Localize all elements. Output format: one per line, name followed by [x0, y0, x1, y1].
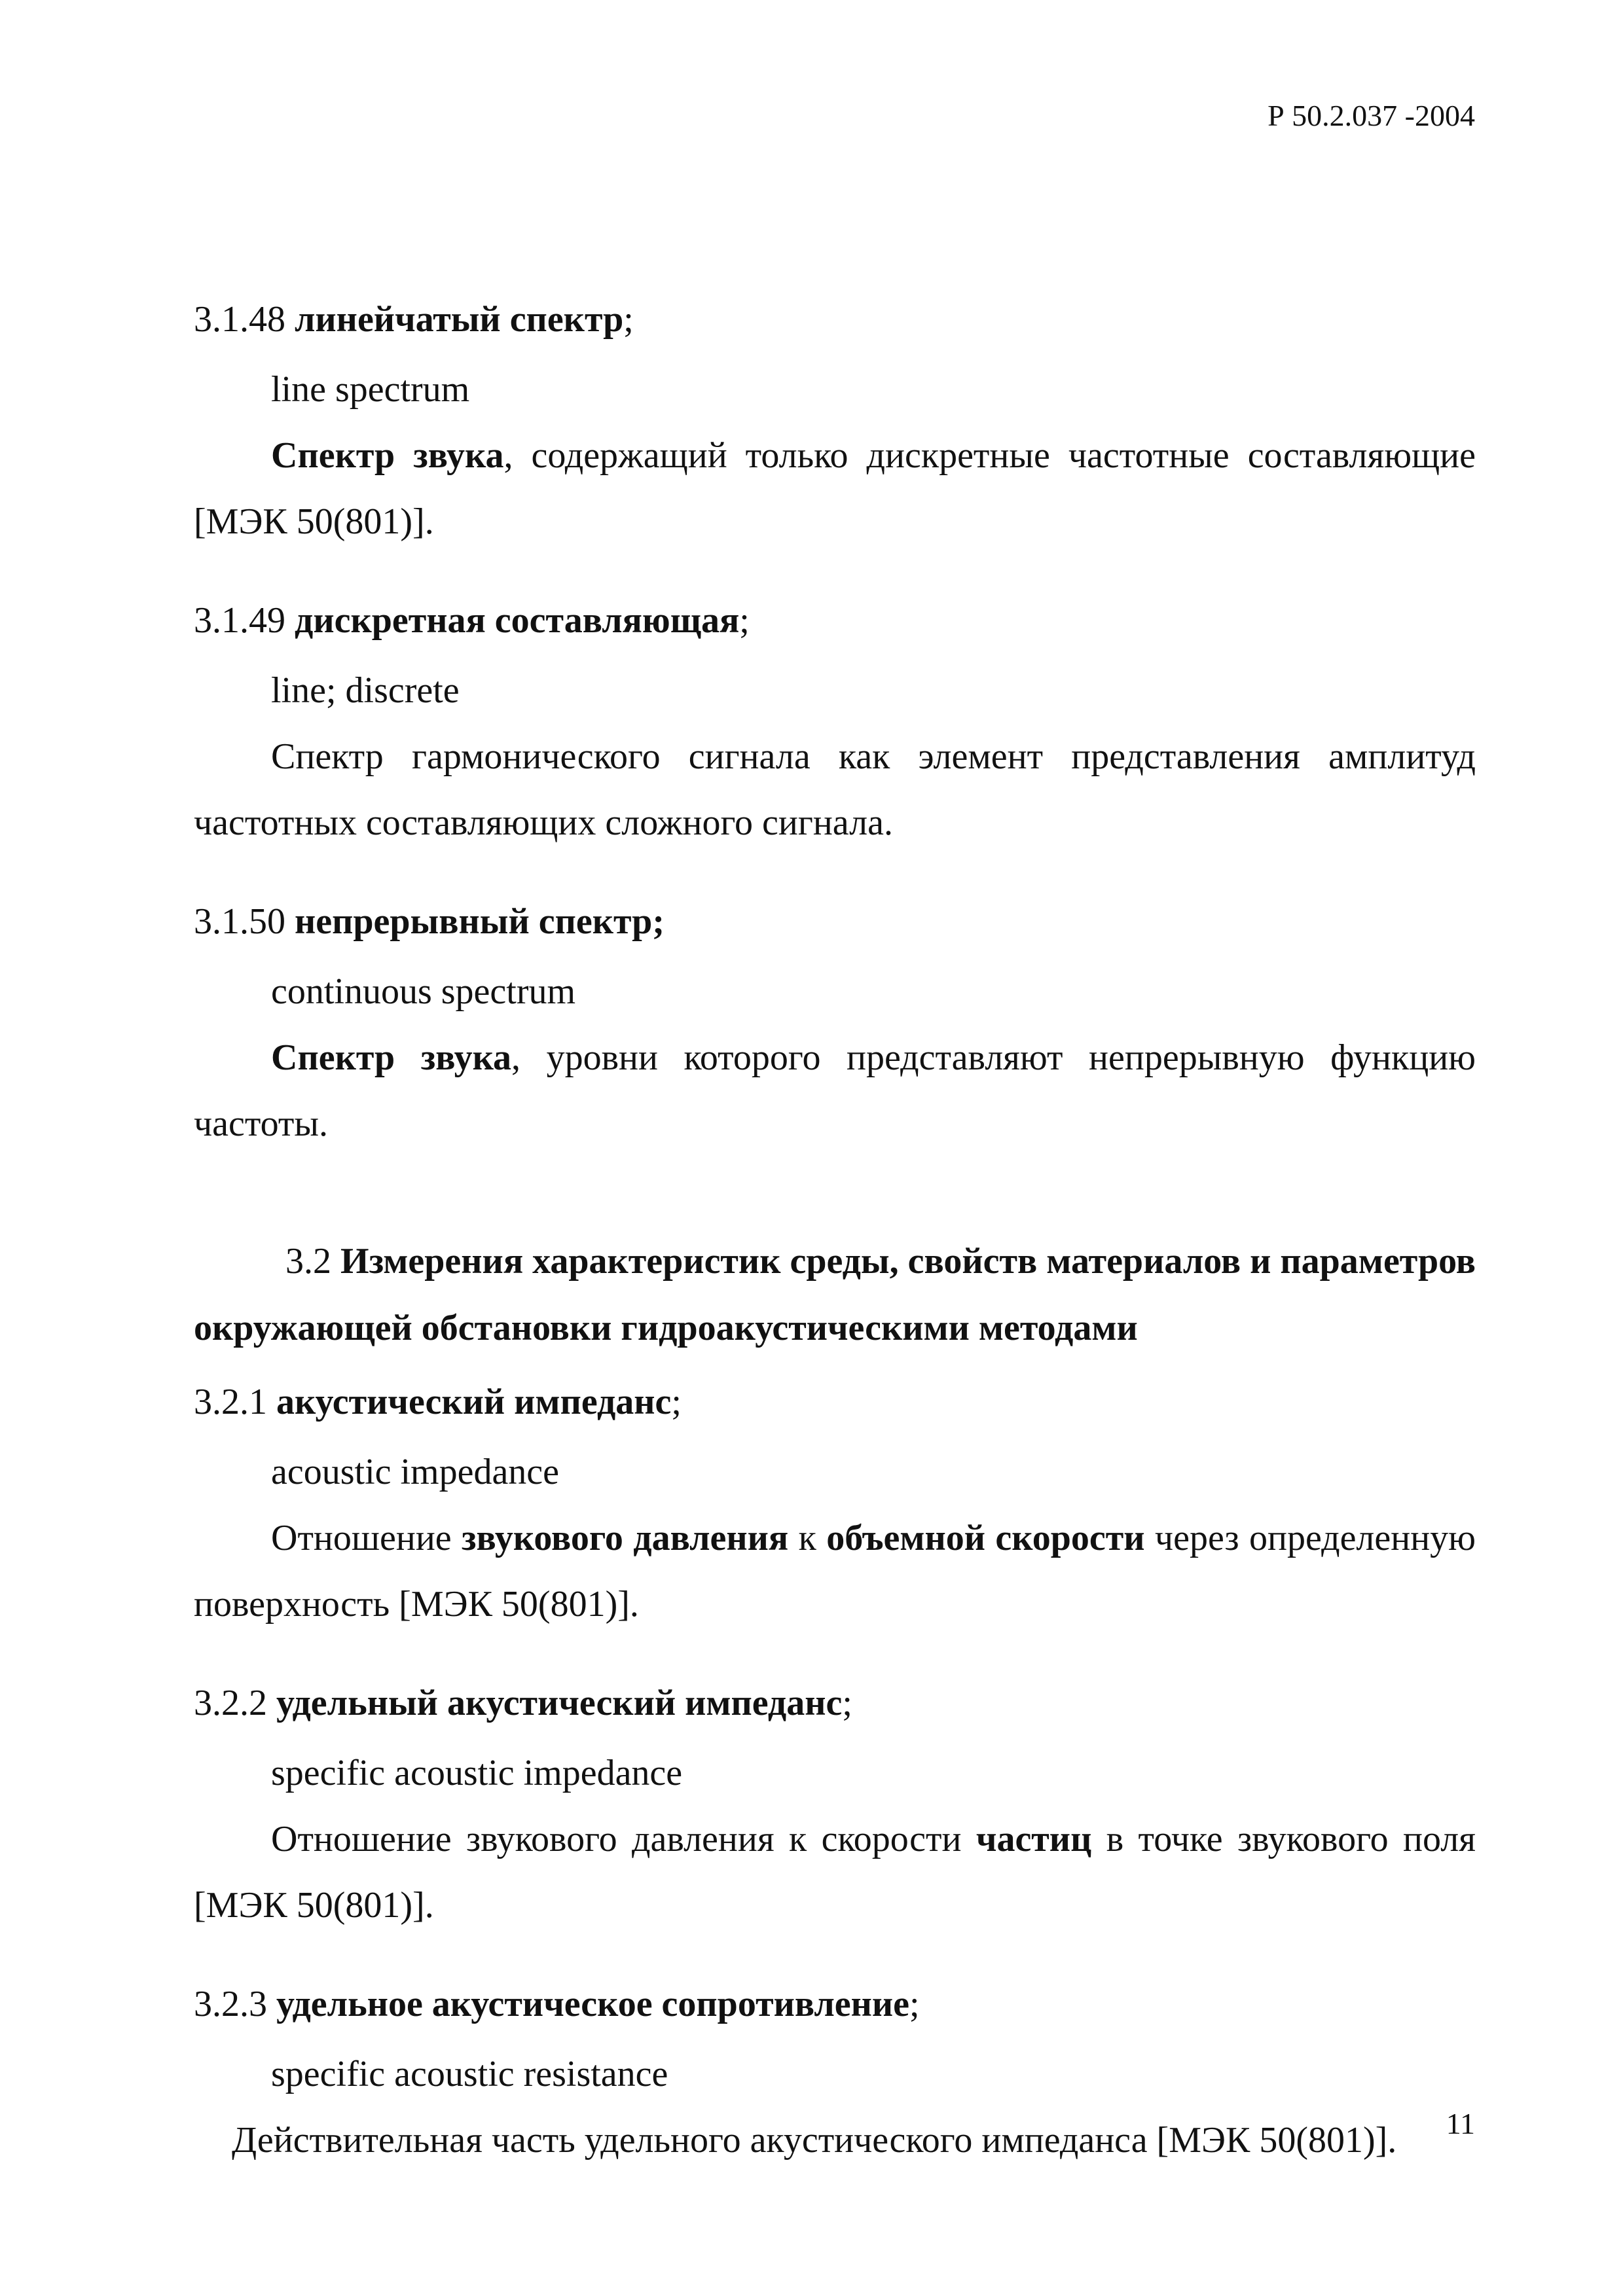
- definition-text: к: [788, 1518, 827, 1558]
- term-number: 3.2.3: [194, 1984, 267, 2024]
- term-number: 3.1.49: [194, 600, 285, 641]
- term-heading: [194, 885, 1476, 958]
- page-content: [194, 283, 1476, 2202]
- term-definition: [194, 423, 1476, 555]
- term-entry: [194, 885, 1476, 1157]
- definition-link-term: Спектр звука: [271, 435, 504, 476]
- term-heading: 3.1.49 дискретная составляющая;: [194, 600, 750, 641]
- term-entry: [194, 1666, 1476, 1939]
- term-definition: [194, 1025, 1476, 1157]
- term-english: specific acoustic resistance: [271, 2054, 668, 2094]
- term-number: 3.1.48: [194, 299, 285, 340]
- term-definition: [194, 1806, 1476, 1939]
- term-title: удельное акустическое сопротивление: [276, 1984, 910, 2024]
- term-english: line; discrete: [271, 670, 460, 711]
- term-entry: [194, 1967, 1476, 2174]
- term-definition: Действительная часть удельного акустического импеданса [МЭК 50(801)].: [232, 2120, 1397, 2161]
- section-heading: [194, 1228, 1476, 1361]
- definition-link-term: объемной скорости: [826, 1518, 1145, 1558]
- term-entry: [194, 584, 1476, 856]
- document-code: Р 50.2.037 -2004: [1267, 99, 1475, 132]
- term-number: 3.2.2: [194, 1683, 267, 1723]
- definition-text: , уровни которого представляют непрерывную функцию частоты.: [194, 1037, 1476, 1144]
- definition-text: , содержащий только дискретные частотные составляющие [МЭК 50(801)].: [194, 435, 1476, 542]
- term-title: акустический импеданс: [276, 1382, 672, 1422]
- term-heading: 3.2.2 удельный акустический импеданс;: [194, 1683, 852, 1723]
- term-english: continuous spectrum: [271, 971, 576, 1012]
- term-english: line spectrum: [271, 369, 470, 410]
- term-title: дискретная составляющая: [295, 600, 740, 641]
- term-heading: 3.2.1 акустический импеданс;: [194, 1382, 682, 1422]
- page-number: 11: [1446, 2107, 1475, 2140]
- term-entry: [194, 283, 1476, 555]
- section-number: 3.2: [285, 1241, 331, 1282]
- definition-link-term: частиц: [976, 1819, 1092, 1859]
- term-title: линейчатый спектр: [295, 299, 624, 340]
- definition-link-term: звукового давления: [462, 1518, 789, 1558]
- term-definition: [194, 1505, 1476, 1638]
- term-definition: Спектр гармонического сигнала как элемент представления амплитуд частотных составляющих сложного сигнала.: [194, 736, 1476, 843]
- term-number: 3.1.50: [194, 901, 285, 942]
- term-heading: 3.2.3 удельное акустическое сопротивление;: [194, 1984, 920, 2024]
- definition-text: Отношение: [271, 1518, 462, 1558]
- definition-text: в точке звукового поля [МЭК 50(801)].: [194, 1819, 1476, 1926]
- term-title: удельный акустический импеданс: [276, 1683, 843, 1723]
- term-entry: [194, 1365, 1476, 1638]
- term-title: непрерывный спектр;: [295, 901, 665, 942]
- definition-link-term: Спектр звука: [271, 1037, 511, 1078]
- term-english: acoustic impedance: [271, 1452, 560, 1492]
- term-number: 3.2.1: [194, 1382, 267, 1422]
- definition-text: Отношение звукового давления к скорости: [271, 1819, 976, 1859]
- term-english: specific acoustic impedance: [271, 1753, 683, 1793]
- definition-text: через определенную поверхность [МЭК 50(801)].: [194, 1518, 1476, 1624]
- section-title: Измерения характеристик среды, свойств материалов и параметров окружающей обстановки гидроакустическими методами: [194, 1241, 1476, 1348]
- term-heading: 3.1.48 линейчатый спектр;: [194, 299, 634, 340]
